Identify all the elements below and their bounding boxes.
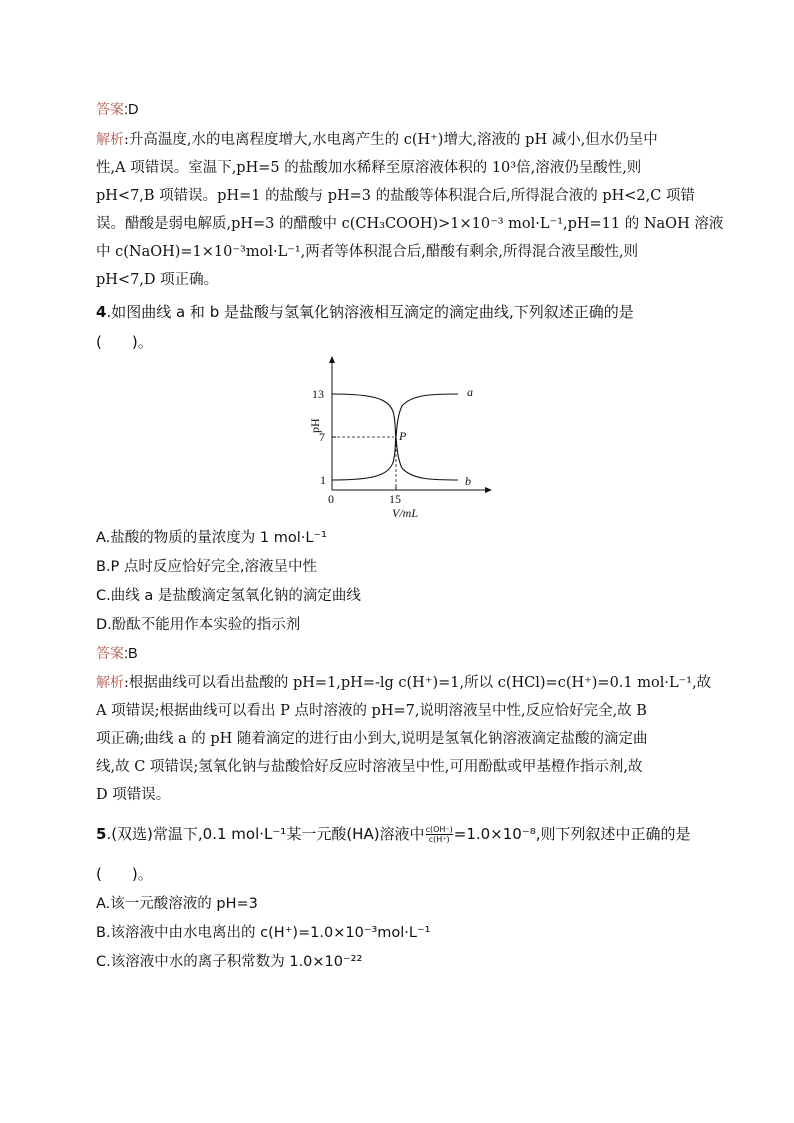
analysis-text: :升高温度,水的电离程度增大,水电离产生的 c(H⁺)增大,溶液的 pH 减小,但水仍呈中 bbox=[124, 132, 658, 148]
y-tick-label: 1 bbox=[320, 473, 326, 487]
q3-analysis-line bbox=[96, 130, 702, 150]
q4-option-b: B.P 点时反应恰好完全,溶液呈中性 bbox=[96, 559, 318, 575]
x-axis-label: V/mL bbox=[392, 506, 419, 520]
titration-curve-figure bbox=[300, 354, 500, 524]
q3-analysis-line: pH<7,B 项错误。pH=1 的盐酸与 pH=3 的盐酸等体积混合后,所得混合液的 pH<2,C 项错 bbox=[96, 188, 695, 204]
oh-h-ratio-fraction bbox=[426, 825, 453, 844]
answer-value: :B bbox=[124, 646, 138, 662]
q4-analysis-line: 项正确;曲线 a 的 pH 随着滴定的进行由小到大,说明是氢氧化钠溶液滴定盐酸的滴定曲 bbox=[96, 731, 648, 747]
q4-answer bbox=[96, 644, 702, 664]
q4-stem bbox=[96, 302, 702, 322]
q4-analysis-line bbox=[96, 673, 712, 693]
question-number: 5 bbox=[96, 825, 107, 843]
x-axis-arrow-icon bbox=[485, 487, 492, 493]
q5-option-a: A.该一元酸溶液的 pH=3 bbox=[96, 896, 258, 912]
q5-answer-blank: ( )。 bbox=[96, 865, 153, 883]
question-text: .如图曲线 a 和 b 是盐酸与氢氧化钠溶液相互滴定的滴定曲线,下列叙述正确的是 bbox=[106, 303, 634, 321]
answer-value: :D bbox=[124, 102, 139, 118]
curve-b-label: b bbox=[465, 474, 471, 488]
question-number: 4 bbox=[96, 303, 107, 321]
q3-answer bbox=[96, 100, 702, 120]
q4-option-c: C.曲线 a 是盐酸滴定氢氧化钠的滴定曲线 bbox=[96, 588, 361, 604]
curve-b bbox=[332, 394, 458, 480]
q4-analysis-line: A 项错误;根据曲线可以看出 P 点时溶液的 pH=7,说明溶液呈中性,反应恰好完全,故 B bbox=[96, 703, 647, 719]
y-tick-label: 7 bbox=[319, 430, 325, 444]
curve-a-label: a bbox=[467, 385, 473, 399]
point-p-label: P bbox=[399, 429, 407, 443]
q4-analysis-line: 线,故 C 项错误;氢氧化钠与盐酸恰好反应时溶液呈中性,可用酚酞或甲基橙作指示剂,故 bbox=[96, 759, 643, 775]
q5-stem bbox=[96, 824, 702, 844]
x-tick-label: 0 bbox=[328, 492, 334, 506]
q4-option-d: D.酚酞不能用作本实验的指示剂 bbox=[96, 617, 301, 633]
analysis-label: 解析 bbox=[96, 675, 124, 691]
q5-option-c: C.该溶液中水的离子积常数为 1.0×10⁻²² bbox=[96, 954, 363, 970]
q3-analysis-line: 误。醋酸是弱电解质,pH=3 的醋酸中 c(CH₃COOH)>1×10⁻³ mol·L⁻¹,pH=11 的 NaOH 溶液 bbox=[96, 216, 724, 232]
y-axis-label: pH bbox=[308, 418, 322, 433]
q4-answer-blank: ( )。 bbox=[96, 333, 153, 351]
answer-label: 答案 bbox=[96, 102, 124, 118]
q3-analysis-line: 中 c(NaOH)=1×10⁻³mol·L⁻¹,两者等体积混合后,醋酸有剩余,所得混合液呈酸性,则 bbox=[96, 244, 639, 260]
q4-option-a: A.盐酸的物质的量浓度为 1 mol·L⁻¹ bbox=[96, 530, 327, 546]
question-text-continued: =1.0×10⁻⁸,则下列叙述中正确的是 bbox=[453, 825, 691, 843]
q5-option-b: B.该溶液中由水电离出的 c(H⁺)=1.0×10⁻³mol·L⁻¹ bbox=[96, 925, 431, 941]
y-tick-label: 13 bbox=[312, 387, 324, 401]
curve-a bbox=[332, 394, 458, 480]
fraction-numerator: c(OH⁻) bbox=[425, 825, 453, 834]
fraction-denominator: c(H⁺) bbox=[428, 835, 450, 844]
answer-label: 答案 bbox=[96, 646, 124, 662]
y-axis-arrow-icon bbox=[329, 356, 335, 363]
x-tick-label: 15 bbox=[389, 492, 401, 506]
q3-analysis-line: 性,A 项错误。室温下,pH=5 的盐酸加水稀释至原溶液体积的 10³倍,溶液仍呈酸性,则 bbox=[96, 160, 642, 176]
question-text: .(双选)常温下,0.1 mol·L⁻¹某一元酸(HA)溶液中 bbox=[106, 825, 425, 843]
q4-analysis-line: D 项错误。 bbox=[96, 787, 171, 803]
analysis-text: :根据曲线可以看出盐酸的 pH=1,pH=-lg c(H⁺)=1,所以 c(HCl)=c(H⁺)=0.1 mol·L⁻¹,故 bbox=[124, 675, 712, 691]
analysis-label: 解析 bbox=[96, 132, 124, 148]
q3-analysis-line: pH<7,D 项正确。 bbox=[96, 272, 219, 288]
